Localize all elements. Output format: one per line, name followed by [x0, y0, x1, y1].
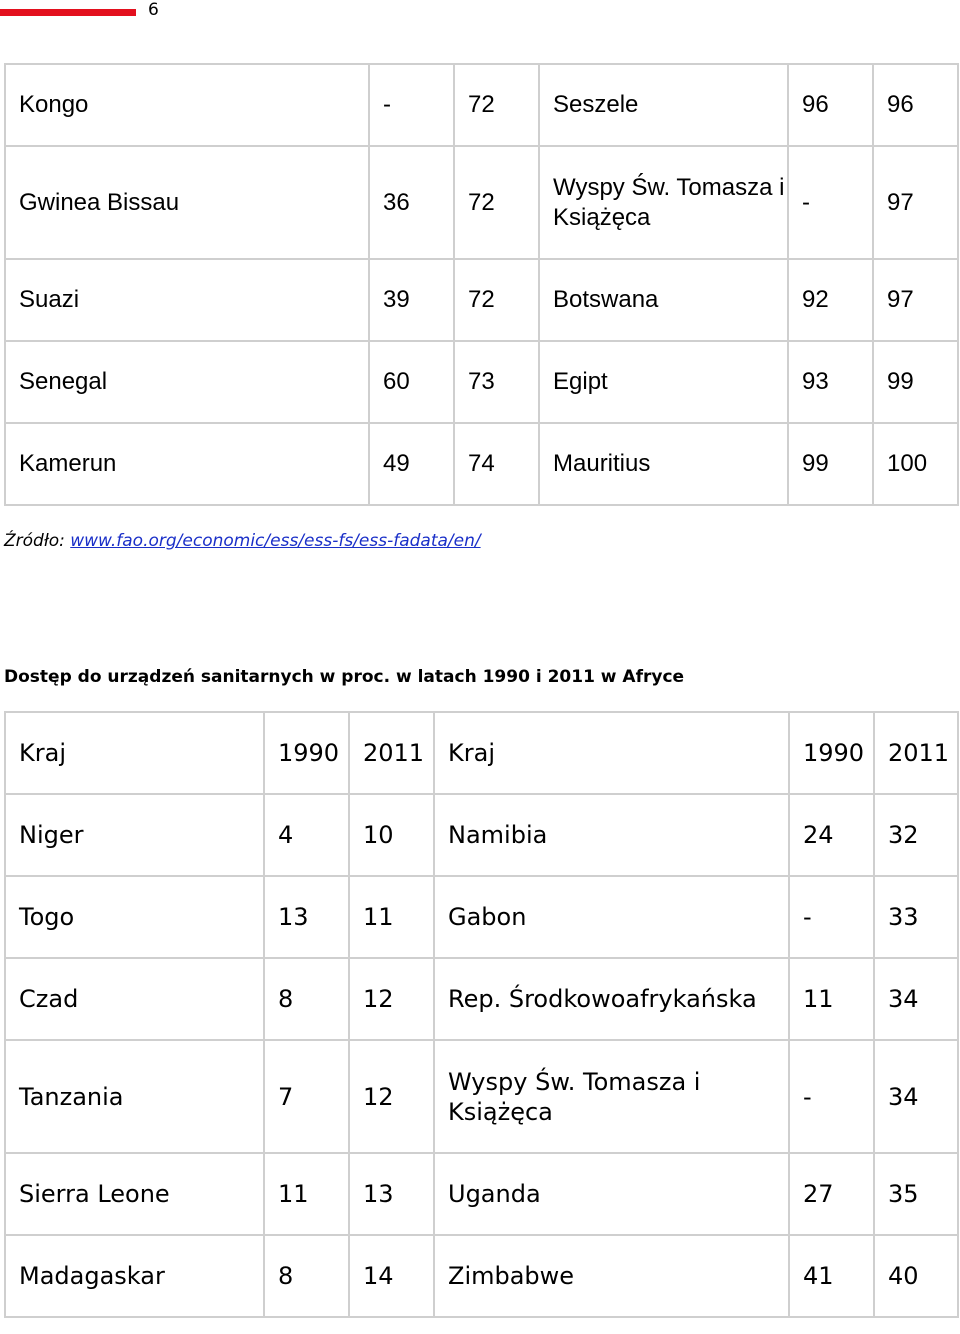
column-header: Kraj [5, 712, 264, 794]
value-cell: 99 [873, 341, 958, 423]
country-cell: Czad [5, 958, 264, 1040]
value-cell: 97 [873, 146, 958, 259]
value-cell: 34 [874, 958, 958, 1040]
country-cell: Botswana [539, 259, 788, 341]
country-cell: Mauritius [539, 423, 788, 505]
table-food-data [4, 63, 959, 506]
value-cell: 49 [369, 423, 454, 505]
value-cell: 93 [788, 341, 873, 423]
country-cell: Tanzania [5, 1040, 264, 1153]
column-header: Kraj [434, 712, 789, 794]
table-header-row [5, 712, 958, 794]
value-cell: 7 [264, 1040, 349, 1153]
country-cell: Gabon [434, 876, 789, 958]
page-number: 6 [148, 0, 159, 20]
column-header: 2011 [874, 712, 958, 794]
table-row [5, 341, 958, 423]
value-cell: 100 [873, 423, 958, 505]
country-cell: Gwinea Bissau [5, 146, 369, 259]
table-row [5, 1040, 958, 1153]
table-row [5, 64, 958, 146]
value-cell: 72 [454, 259, 539, 341]
value-cell: 36 [369, 146, 454, 259]
country-cell: Senegal [5, 341, 369, 423]
table-sanitation [4, 711, 959, 1318]
value-cell: - [789, 876, 874, 958]
value-cell: 4 [264, 794, 349, 876]
table-row [5, 876, 958, 958]
value-cell: 41 [789, 1235, 874, 1317]
table-row [5, 794, 958, 876]
country-cell: Niger [5, 794, 264, 876]
value-cell: 13 [349, 1153, 434, 1235]
column-header: 2011 [349, 712, 434, 794]
value-cell: 11 [789, 958, 874, 1040]
country-cell: Kongo [5, 64, 369, 146]
value-cell: 32 [874, 794, 958, 876]
value-cell: 14 [349, 1235, 434, 1317]
table-caption: Dostęp do urządzeń sanitarnych w proc. w latach 1990 i 2011 w Afryce [4, 667, 685, 687]
country-cell: Egipt [539, 341, 788, 423]
value-cell: 99 [788, 423, 873, 505]
table-row [5, 1153, 958, 1235]
value-cell: 8 [264, 1235, 349, 1317]
table-row [5, 958, 958, 1040]
country-cell: Sierra Leone [5, 1153, 264, 1235]
source-link[interactable]: www.fao.org/economic/ess/ess-fs/ess-fadata/en/ [70, 531, 481, 551]
country-cell: Rep. Środkowoafrykańska [434, 958, 789, 1040]
value-cell: 96 [788, 64, 873, 146]
value-cell: 97 [873, 259, 958, 341]
value-cell: 8 [264, 958, 349, 1040]
country-cell: Suazi [5, 259, 369, 341]
value-cell: 73 [454, 341, 539, 423]
value-cell: 10 [349, 794, 434, 876]
column-header: 1990 [264, 712, 349, 794]
country-cell: Namibia [434, 794, 789, 876]
table-row [5, 146, 958, 259]
value-cell: 60 [369, 341, 454, 423]
value-cell: 35 [874, 1153, 958, 1235]
value-cell: 27 [789, 1153, 874, 1235]
country-cell: Wyspy Św. Tomasza i Książęca [539, 146, 788, 259]
column-header: 1990 [789, 712, 874, 794]
value-cell: 72 [454, 146, 539, 259]
value-cell: 74 [454, 423, 539, 505]
value-cell: - [789, 1040, 874, 1153]
country-cell: Seszele [539, 64, 788, 146]
value-cell: 12 [349, 1040, 434, 1153]
value-cell: 39 [369, 259, 454, 341]
country-cell: Wyspy Św. Tomasza i Książęca [434, 1040, 789, 1153]
value-cell: - [788, 146, 873, 259]
country-cell: Togo [5, 876, 264, 958]
header-accent-bar [0, 9, 136, 16]
table-row [5, 1235, 958, 1317]
value-cell: 11 [349, 876, 434, 958]
value-cell: 11 [264, 1153, 349, 1235]
value-cell: 96 [873, 64, 958, 146]
country-cell: Uganda [434, 1153, 789, 1235]
table-row [5, 259, 958, 341]
value-cell: 92 [788, 259, 873, 341]
value-cell: 13 [264, 876, 349, 958]
value-cell: 34 [874, 1040, 958, 1153]
country-cell: Kamerun [5, 423, 369, 505]
value-cell: - [369, 64, 454, 146]
source-note [4, 530, 481, 552]
table-row [5, 423, 958, 505]
value-cell: 12 [349, 958, 434, 1040]
value-cell: 33 [874, 876, 958, 958]
country-cell: Madagaskar [5, 1235, 264, 1317]
value-cell: 24 [789, 794, 874, 876]
source-label: Źródło: [4, 531, 65, 551]
value-cell: 72 [454, 64, 539, 146]
country-cell: Zimbabwe [434, 1235, 789, 1317]
value-cell: 40 [874, 1235, 958, 1317]
